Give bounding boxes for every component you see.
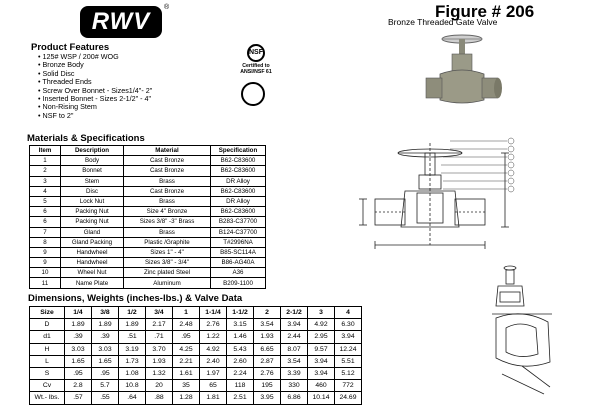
- table-cell: 3: [30, 176, 61, 186]
- table-row: [30, 392, 362, 404]
- table-row: [30, 258, 266, 268]
- table-cell: 3.54: [281, 355, 308, 367]
- table-cell: 10.8: [119, 380, 146, 392]
- table-cell: Sizes 1" - 4": [124, 247, 211, 257]
- table-row: [30, 268, 266, 278]
- table-cell: 35: [173, 380, 200, 392]
- table-cell: Bonnet: [61, 166, 124, 176]
- table-cell: 1.93: [146, 355, 173, 367]
- column-header: 4: [335, 307, 362, 319]
- table-row: [30, 186, 266, 196]
- table-cell: 3.95: [254, 392, 281, 404]
- table-cell: 1.93: [254, 331, 281, 343]
- cert-line-2: ANSI/NSF 61: [240, 69, 272, 75]
- table-cell: Gland: [61, 227, 124, 237]
- table-cell: 2.21: [173, 355, 200, 367]
- table-cell: 2.60: [227, 355, 254, 367]
- table-cell: Handwheel: [61, 247, 124, 257]
- table-cell: 7: [30, 227, 61, 237]
- table-cell: 3.03: [65, 343, 92, 355]
- materials-heading: Materials & Specifications: [27, 133, 145, 144]
- column-header: 1: [173, 307, 200, 319]
- table-cell: B62-C83600: [211, 166, 266, 176]
- table-cell: 2.87: [254, 355, 281, 367]
- table-cell: 6.86: [281, 392, 308, 404]
- table-cell: H: [30, 343, 65, 355]
- table-cell: d1: [30, 331, 65, 343]
- table-cell: Lock Nut: [61, 196, 124, 206]
- table-cell: 772: [335, 380, 362, 392]
- table-cell: B62-C83600: [211, 207, 266, 217]
- dimensions-body: [30, 319, 362, 404]
- table-cell: Stem: [61, 176, 124, 186]
- table-cell: B62-C83600: [211, 186, 266, 196]
- table-cell: 2.24: [227, 367, 254, 379]
- figure-title: Figure # 206: [435, 2, 535, 21]
- table-cell: 1.65: [92, 355, 119, 367]
- table-cell: 24.69: [335, 392, 362, 404]
- table-cell: B124-C37700: [211, 227, 266, 237]
- table-cell: 12.24: [335, 343, 362, 355]
- table-row: [30, 207, 266, 217]
- table-cell: DR Alloy: [211, 176, 266, 186]
- column-header: Material: [124, 146, 211, 156]
- table-cell: Name Plate: [61, 278, 124, 288]
- table-cell: 6: [30, 207, 61, 217]
- table-cell: Cast Bronze: [124, 186, 211, 196]
- table-cell: Brass: [124, 196, 211, 206]
- column-header: Item: [30, 146, 61, 156]
- table-cell: .95: [173, 331, 200, 343]
- table-cell: 1.97: [200, 367, 227, 379]
- table-cell: 2.40: [200, 355, 227, 367]
- table-cell: Cv: [30, 380, 65, 392]
- table-cell: .39: [92, 331, 119, 343]
- table-cell: D: [30, 319, 65, 331]
- table-cell: A36: [211, 268, 266, 278]
- table-cell: Disc: [61, 186, 124, 196]
- table-row: [30, 355, 362, 367]
- table-cell: 3.94: [281, 319, 308, 331]
- column-header: Specification: [211, 146, 266, 156]
- table-cell: Cast Bronze: [124, 156, 211, 166]
- table-cell: 1.81: [200, 392, 227, 404]
- table-cell: 2: [30, 166, 61, 176]
- table-cell: .71: [146, 331, 173, 343]
- features-heading: Product Features: [31, 42, 110, 53]
- table-row: [30, 331, 362, 343]
- table-cell: 1.73: [119, 355, 146, 367]
- table-cell: Packing Nut: [61, 207, 124, 217]
- nsf-certification: [232, 44, 280, 75]
- table-cell: 1: [30, 156, 61, 166]
- table-cell: 3.70: [146, 343, 173, 355]
- table-cell: 1.28: [173, 392, 200, 404]
- column-header: Description: [61, 146, 124, 156]
- table-cell: Brass: [124, 176, 211, 186]
- feature-item: • Solid Disc: [38, 70, 152, 78]
- table-cell: Size 4" Bronze: [124, 207, 211, 217]
- table-cell: 1.46: [227, 331, 254, 343]
- table-row: [30, 196, 266, 206]
- table-cell: 195: [254, 380, 281, 392]
- table-cell: 2.76: [200, 319, 227, 331]
- table-cell: 4.92: [200, 343, 227, 355]
- table-cell: S: [30, 367, 65, 379]
- column-header: 2: [254, 307, 281, 319]
- table-row: [30, 319, 362, 331]
- table-cell: 1.89: [92, 319, 119, 331]
- table-row: [30, 343, 362, 355]
- table-cell: 460: [308, 380, 335, 392]
- table-cell: 1.08: [119, 367, 146, 379]
- table-cell: 3.39: [281, 367, 308, 379]
- table-cell: Sizes 3/8" - 3/4": [124, 258, 211, 268]
- table-cell: 6: [30, 217, 61, 227]
- feature-item: • Bronze Body: [38, 61, 152, 69]
- table-cell: .39: [65, 331, 92, 343]
- table-cell: Sizes 3/8" -3" Brass: [124, 217, 211, 227]
- table-cell: 2.8: [65, 380, 92, 392]
- column-header: 1/4: [65, 307, 92, 319]
- table-cell: DR Alloy: [211, 196, 266, 206]
- table-cell: 2.17: [146, 319, 173, 331]
- table-cell: Body: [61, 156, 124, 166]
- table-cell: 9: [30, 258, 61, 268]
- table-cell: L: [30, 355, 65, 367]
- table-cell: 5.12: [335, 367, 362, 379]
- table-cell: Cast Bronze: [124, 166, 211, 176]
- table-cell: 11: [30, 278, 61, 288]
- features-list: [38, 53, 152, 120]
- table-cell: Zinc plated Steel: [124, 268, 211, 278]
- table-cell: 1.32: [146, 367, 173, 379]
- table-header-row: [30, 307, 362, 319]
- column-header: 2-1/2: [281, 307, 308, 319]
- table-cell: Plastic /Graphite: [124, 237, 211, 247]
- table-cell: 10: [30, 268, 61, 278]
- cert-line-1: Certified to: [242, 63, 270, 69]
- table-cell: T#2996NA: [211, 237, 266, 247]
- table-cell: .55: [92, 392, 119, 404]
- materials-table: [29, 145, 266, 289]
- table-cell: 1.89: [65, 319, 92, 331]
- table-cell: 10.14: [308, 392, 335, 404]
- registered-mark: ®: [164, 4, 170, 11]
- table-cell: 2.51: [227, 392, 254, 404]
- table-row: [30, 217, 266, 227]
- table-cell: Packing Nut: [61, 217, 124, 227]
- table-cell: Wheel Nut: [61, 268, 124, 278]
- feature-item: • 125# WSP / 200# WOG: [38, 53, 152, 61]
- table-cell: 9: [30, 247, 61, 257]
- table-row: [30, 367, 362, 379]
- table-cell: 20: [146, 380, 173, 392]
- table-cell: Wt.- lbs.: [30, 392, 65, 404]
- feature-item: • Non-Rising Stem: [38, 103, 152, 111]
- table-cell: Brass: [124, 227, 211, 237]
- table-cell: 330: [281, 380, 308, 392]
- nsf-logo-icon: NSF: [247, 44, 265, 62]
- table-cell: 4.92: [308, 319, 335, 331]
- table-row: [30, 247, 266, 257]
- table-cell: 1.22: [200, 331, 227, 343]
- table-cell: .88: [146, 392, 173, 404]
- table-cell: Handwheel: [61, 258, 124, 268]
- column-header: 1/2: [119, 307, 146, 319]
- table-cell: B209-1100: [211, 278, 266, 288]
- inserted-bonnet-drawing-icon: [492, 262, 562, 397]
- table-cell: .64: [119, 392, 146, 404]
- table-cell: .57: [65, 392, 92, 404]
- table-row: [30, 156, 266, 166]
- table-row: [30, 176, 266, 186]
- figure-subtitle: Bronze Threaded Gate Valve: [388, 17, 498, 27]
- table-cell: 5: [30, 196, 61, 206]
- table-cell: 3.54: [254, 319, 281, 331]
- column-header: 1-1/4: [200, 307, 227, 319]
- table-cell: 8.07: [281, 343, 308, 355]
- table-row: [30, 166, 266, 176]
- table-cell: B85-SC114A: [211, 247, 266, 257]
- table-cell: .95: [65, 367, 92, 379]
- column-header: 3/4: [146, 307, 173, 319]
- table-cell: 6.65: [254, 343, 281, 355]
- table-cell: Gland Packing: [61, 237, 124, 247]
- feature-item: • Inserted Bonnet - Sizes 2-1/2" - 4": [38, 95, 152, 103]
- brand-logo: RWV: [80, 6, 162, 38]
- feature-item: • NSF to 2": [38, 112, 152, 120]
- table-cell: 9.57: [308, 343, 335, 355]
- lead-free-badge-icon: [241, 82, 265, 106]
- table-cell: 2.44: [281, 331, 308, 343]
- table-row: [30, 227, 266, 237]
- table-cell: Aluminum: [124, 278, 211, 288]
- table-cell: 3.94: [308, 355, 335, 367]
- table-cell: 8: [30, 237, 61, 247]
- table-cell: 118: [227, 380, 254, 392]
- valve-cross-section-icon: [355, 135, 525, 265]
- table-cell: 1.89: [119, 319, 146, 331]
- table-cell: .51: [119, 331, 146, 343]
- table-row: [30, 380, 362, 392]
- table-cell: 4.25: [173, 343, 200, 355]
- column-header: Size: [30, 307, 65, 319]
- table-cell: 3.19: [119, 343, 146, 355]
- table-cell: 2.95: [308, 331, 335, 343]
- table-cell: 2.76: [254, 367, 281, 379]
- dimensions-heading: Dimensions, Weights (inches-lbs.) & Valve Data: [28, 293, 243, 304]
- table-cell: 3.94: [308, 367, 335, 379]
- table-row: [30, 278, 266, 288]
- table-cell: 4: [30, 186, 61, 196]
- table-cell: 5.51: [335, 355, 362, 367]
- table-cell: 1.65: [65, 355, 92, 367]
- valve-photo-icon: [420, 30, 510, 115]
- table-cell: 5.43: [227, 343, 254, 355]
- table-row: [30, 237, 266, 247]
- table-cell: B86-AG40A: [211, 258, 266, 268]
- table-cell: 5.7: [92, 380, 119, 392]
- table-cell: B62-C83600: [211, 156, 266, 166]
- feature-item: • Screw Over Bonnet - Sizes1/4"- 2": [38, 87, 152, 95]
- column-header: 1-1/2: [227, 307, 254, 319]
- column-header: 3: [308, 307, 335, 319]
- dimensions-table: [29, 306, 362, 405]
- table-header-row: [30, 146, 266, 156]
- table-cell: 6.30: [335, 319, 362, 331]
- table-cell: 65: [200, 380, 227, 392]
- table-cell: B283-C37700: [211, 217, 266, 227]
- table-cell: 1.61: [173, 367, 200, 379]
- table-cell: .95: [92, 367, 119, 379]
- feature-item: • Threaded Ends: [38, 78, 152, 86]
- column-header: 3/8: [92, 307, 119, 319]
- table-cell: 3.15: [227, 319, 254, 331]
- table-cell: 3.94: [335, 331, 362, 343]
- table-cell: 2.48: [173, 319, 200, 331]
- table-cell: 3.03: [92, 343, 119, 355]
